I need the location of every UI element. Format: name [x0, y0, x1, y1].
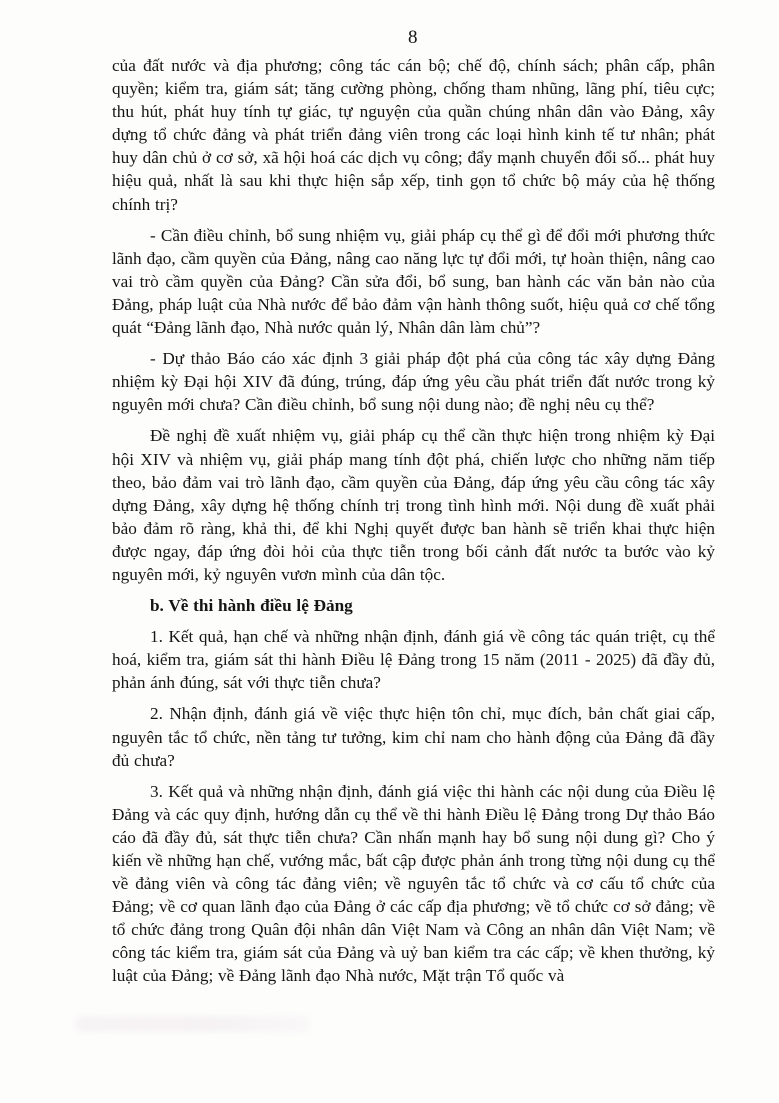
- paragraph-dash-item-1: - Cần điều chỉnh, bổ sung nhiệm vụ, giải pháp cụ thể gì để đổi mới phương thức lãnh đạo, cầm quyền của Đảng, nâng cao năng lực tự đổi mới, tự hoàn thiện, nâng cao vai trò cầm quyền của Đảng? Cần sửa đổi, bổ sung, ban hành các văn bản nào của Đảng, pháp luật của Nhà nước để bảo đảm vận hành thông suốt, hiệu quả cơ chế tổng quát “Đảng lãnh đạo, Nhà nước quản lý, Nhân dân làm chủ”?: [112, 225, 715, 338]
- paragraph-numbered-2: 2. Nhận định, đánh giá về việc thực hiện tôn chỉ, mục đích, bản chất giai cấp, nguyên tắc tổ chức, nền tảng tư tưởng, kim chỉ nam cho hành động của Đảng đã đầy đủ chưa?: [112, 704, 715, 770]
- paragraph-numbered-3: 3. Kết quả và những nhận định, đánh giá việc thi hành các nội dung của Điều lệ Đảng và các quy định, hướng dẫn cụ thể về thi hành Điều lệ Đảng trong Dự thảo Báo cáo đã đầy đủ, sát thực tiễn chưa? Cần nhấn mạnh hay bổ sung nội dung gì? Cho ý kiến về những hạn chế, vướng mắc, bất cập được phản ánh trong từng nội dung cụ thể về đảng viên và công tác đảng viên; về nguyên tắc tổ chức và cơ cấu tổ chức của Đảng; về cơ quan lãnh đạo của Đảng ở các cấp địa phương; về tổ chức cơ sở đảng; về tổ chức đảng trong Quân đội nhân dân Việt Nam và Công an nhân dân Việt Nam; về công tác kiểm tra, giám sát của Đảng và uỷ ban kiểm tra các cấp; về khen thưởng, kỷ luật của Đảng; về Đảng lãnh đạo Nhà nước, Mặt trận Tổ quốc và: [112, 781, 715, 986]
- page-number: 8: [408, 27, 418, 48]
- paragraph-continuation: của đất nước và địa phương; công tác cán bộ; chế độ, chính sách; phân cấp, phân quyền; kiểm tra, giám sát; tăng cường phòng, chống tham nhũng, lãng phí, tiêu cực; thu hút, phát huy tính tự giác, tự nguyện của quần chúng nhân dân vào Đảng, xây dựng tổ chức đảng và phát triển đảng viên trong các loại hình kinh tế tư nhân; phát huy dân chủ ở cơ sở, xã hội hoá các dịch vụ công; đẩy mạnh chuyển đổi số... phát huy hiệu quả, nhất là sau khi thực hiện sắp xếp, tinh gọn tổ chức bộ máy của hệ thống chính trị?: [112, 56, 715, 214]
- section-heading-b: b. Về thi hành điều lệ Đảng: [150, 596, 353, 616]
- paragraph-dash-item-2: - Dự thảo Báo cáo xác định 3 giải pháp đột phá của công tác xây dựng Đảng nhiệm kỳ Đại hội XIV đã đúng, trúng, đáp ứng yêu cầu phát triển đất nước trong kỷ nguyên mới chưa? Cần điều chỉnh, bổ sung nội dung nào; đề nghị nêu cụ thể?: [112, 349, 715, 415]
- page-content: [112, 54, 715, 996]
- scan-smudge-artifact: [75, 1016, 310, 1032]
- paragraph-proposal: Đề nghị đề xuất nhiệm vụ, giải pháp cụ thể cần thực hiện trong nhiệm kỳ Đại hội XIV và nhiệm vụ, giải pháp mang tính đột phá, chiến lược cho những năm tiếp theo, bảo đảm vai trò lãnh đạo, cầm quyền của Đảng, đáp ứng yêu cầu công tác xây dựng Đảng, xây dựng hệ thống chính trị trong tình hình mới. Nội dung đề xuất phải bảo đảm rõ ràng, khả thi, để khi Nghị quyết được ban hành sẽ triển khai thực hiện được ngay, đáp ứng đòi hỏi của thực tiễn trong bối cảnh đất nước ta bước vào kỷ nguyên mới, kỷ nguyên vươn mình của dân tộc.: [112, 426, 715, 584]
- paragraph-numbered-1: 1. Kết quả, hạn chế và những nhận định, đánh giá về công tác quán triệt, cụ thể hoá, kiểm tra, giám sát thi hành Điều lệ Đảng trong 15 năm (2011 - 2025) đã đầy đủ, phản ánh đúng, sát với thực tiễn chưa?: [112, 627, 715, 693]
